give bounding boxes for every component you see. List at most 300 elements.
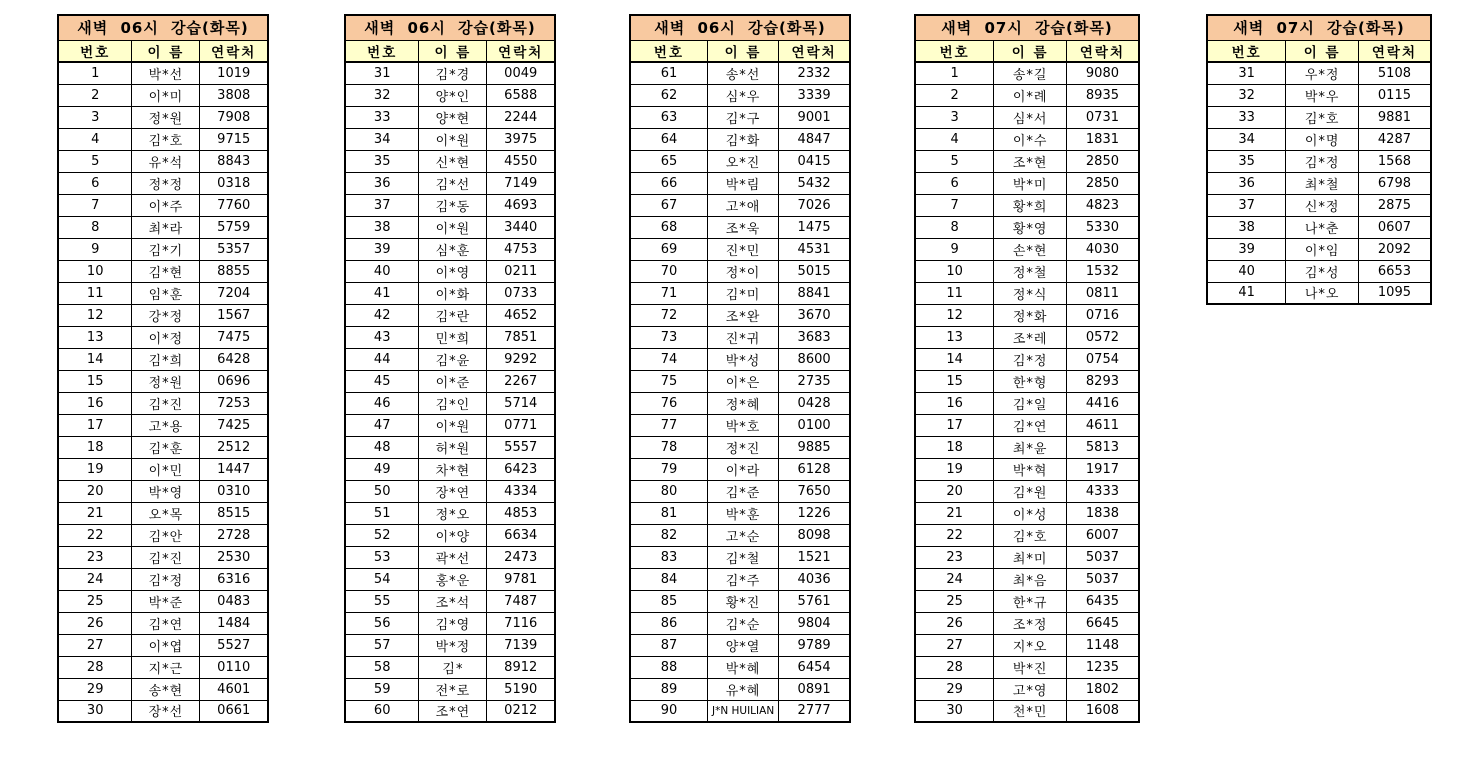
cell-contact: 1838 <box>1066 502 1139 524</box>
cell-contact: 3808 <box>200 84 268 106</box>
column-header-name: 이 름 <box>994 40 1067 62</box>
cell-name: 정*식 <box>994 282 1067 304</box>
table-row <box>345 348 555 370</box>
cell-no: 16 <box>915 392 994 414</box>
cell-name: 양*열 <box>707 634 778 656</box>
table-row <box>630 194 850 216</box>
cell-name: 나*오 <box>1286 282 1359 304</box>
column-header-no: 번호 <box>630 40 707 62</box>
cell-contact: 4531 <box>779 238 850 260</box>
cell-no: 14 <box>915 348 994 370</box>
cell-no: 62 <box>630 84 707 106</box>
cell-name: 박*혜 <box>707 656 778 678</box>
column-header-contact: 연락처 <box>1066 40 1139 62</box>
cell-no: 15 <box>915 370 994 392</box>
cell-no: 1 <box>58 62 132 84</box>
table-row <box>915 436 1139 458</box>
cell-name: 김*경 <box>419 62 487 84</box>
cell-no: 37 <box>1207 194 1286 216</box>
cell-contact: 4416 <box>1066 392 1139 414</box>
cell-contact: 7908 <box>200 106 268 128</box>
cell-name: 김*안 <box>132 524 200 546</box>
cell-name: 김*순 <box>707 612 778 634</box>
cell-name: 최*윤 <box>994 436 1067 458</box>
table-row <box>345 150 555 172</box>
cell-contact: 5761 <box>779 590 850 612</box>
cell-name: 송*현 <box>132 678 200 700</box>
table-row <box>58 458 268 480</box>
cell-name: 최*음 <box>994 568 1067 590</box>
cell-contact: 2735 <box>779 370 850 392</box>
table-row <box>915 502 1139 524</box>
table-row <box>345 282 555 304</box>
cell-contact: 0310 <box>200 480 268 502</box>
cell-contact: 1019 <box>200 62 268 84</box>
cell-no: 82 <box>630 524 707 546</box>
table-row <box>915 370 1139 392</box>
cell-name: 김*동 <box>419 194 487 216</box>
cell-no: 44 <box>345 348 419 370</box>
cell-name: J*N HUILIAN <box>707 700 778 722</box>
table-row <box>58 238 268 260</box>
table-row <box>1207 84 1431 106</box>
cell-contact: 5557 <box>487 436 555 458</box>
cell-name: 박*혁 <box>994 458 1067 480</box>
cell-name: 박*선 <box>132 62 200 84</box>
cell-no: 32 <box>1207 84 1286 106</box>
cell-no: 68 <box>630 216 707 238</box>
cell-contact: 1447 <box>200 458 268 480</box>
column-header-name: 이 름 <box>1286 40 1359 62</box>
cell-name: 김*기 <box>132 238 200 260</box>
table-row <box>58 634 268 656</box>
cell-name: 이*원 <box>419 128 487 150</box>
cell-contact: 4652 <box>487 304 555 326</box>
cell-contact: 4611 <box>1066 414 1139 436</box>
table-row <box>915 150 1139 172</box>
cell-name: 장*선 <box>132 700 200 722</box>
table-row <box>345 436 555 458</box>
table-row <box>1207 106 1431 128</box>
table-row <box>915 590 1139 612</box>
table-row <box>915 546 1139 568</box>
cell-contact: 1235 <box>1066 656 1139 678</box>
cell-contact: 5330 <box>1066 216 1139 238</box>
table-row <box>630 414 850 436</box>
cell-contact: 5015 <box>779 260 850 282</box>
cell-name: 장*연 <box>419 480 487 502</box>
table-row <box>915 128 1139 150</box>
table-row <box>630 480 850 502</box>
cell-no: 48 <box>345 436 419 458</box>
cell-contact: 4693 <box>487 194 555 216</box>
column-header-row <box>58 40 268 62</box>
cell-contact: 1831 <box>1066 128 1139 150</box>
cell-contact: 4853 <box>487 502 555 524</box>
cell-name: 차*현 <box>419 458 487 480</box>
table-title-row <box>915 15 1139 40</box>
cell-contact: 9885 <box>779 436 850 458</box>
table-row <box>630 678 850 700</box>
cell-no: 61 <box>630 62 707 84</box>
cell-name: 정*정 <box>132 172 200 194</box>
cell-contact: 3440 <box>487 216 555 238</box>
cell-name: 김*윤 <box>419 348 487 370</box>
cell-no: 9 <box>58 238 132 260</box>
cell-contact: 6435 <box>1066 590 1139 612</box>
table-row <box>58 216 268 238</box>
cell-contact: 6588 <box>487 84 555 106</box>
table-row <box>630 590 850 612</box>
table-row <box>58 480 268 502</box>
cell-name: 이*수 <box>994 128 1067 150</box>
cell-contact: 4550 <box>487 150 555 172</box>
cell-contact: 5759 <box>200 216 268 238</box>
cell-contact: 9715 <box>200 128 268 150</box>
cell-contact: 8843 <box>200 150 268 172</box>
cell-name: 박*영 <box>132 480 200 502</box>
cell-name: 이*미 <box>132 84 200 106</box>
table-row <box>915 348 1139 370</box>
cell-contact: 1226 <box>779 502 850 524</box>
cell-no: 73 <box>630 326 707 348</box>
cell-no: 37 <box>345 194 419 216</box>
cell-no: 28 <box>915 656 994 678</box>
cell-contact: 7760 <box>200 194 268 216</box>
cell-name: 조*욱 <box>707 216 778 238</box>
table-row <box>58 150 268 172</box>
cell-contact: 3339 <box>779 84 850 106</box>
cell-contact: 2512 <box>200 436 268 458</box>
cell-name: 오*진 <box>707 150 778 172</box>
cell-name: 조*연 <box>419 700 487 722</box>
cell-contact: 0661 <box>200 700 268 722</box>
cell-no: 38 <box>345 216 419 238</box>
cell-name: 진*민 <box>707 238 778 260</box>
column-header-no: 번호 <box>1207 40 1286 62</box>
cell-contact: 1802 <box>1066 678 1139 700</box>
table-row <box>630 348 850 370</box>
cell-name: 박*미 <box>994 172 1067 194</box>
table-row <box>915 612 1139 634</box>
cell-no: 36 <box>1207 172 1286 194</box>
cell-name: 김* <box>419 656 487 678</box>
cell-name: 이*라 <box>707 458 778 480</box>
cell-no: 6 <box>915 172 994 194</box>
cell-name: 이*준 <box>419 370 487 392</box>
cell-name: 이*정 <box>132 326 200 348</box>
cell-name: 김*호 <box>1286 106 1359 128</box>
table-row <box>58 590 268 612</box>
cell-contact: 1484 <box>200 612 268 634</box>
table-row <box>915 524 1139 546</box>
cell-name: 김*훈 <box>132 436 200 458</box>
cell-contact: 8600 <box>779 348 850 370</box>
cell-no: 64 <box>630 128 707 150</box>
table-row <box>915 282 1139 304</box>
table-row <box>630 128 850 150</box>
cell-contact: 3670 <box>779 304 850 326</box>
cell-no: 10 <box>915 260 994 282</box>
cell-no: 71 <box>630 282 707 304</box>
cell-contact: 5108 <box>1358 62 1431 84</box>
table-row <box>630 458 850 480</box>
table-row <box>915 414 1139 436</box>
cell-no: 43 <box>345 326 419 348</box>
cell-no: 11 <box>58 282 132 304</box>
cell-contact: 6128 <box>779 458 850 480</box>
cell-contact: 5813 <box>1066 436 1139 458</box>
table-row <box>58 546 268 568</box>
table-row <box>915 216 1139 238</box>
cell-name: 김*인 <box>419 392 487 414</box>
cell-contact: 7487 <box>487 590 555 612</box>
table-row <box>630 392 850 414</box>
cell-name: 곽*선 <box>419 546 487 568</box>
cell-no: 36 <box>345 172 419 194</box>
cell-contact: 7475 <box>200 326 268 348</box>
column-header-contact: 연락처 <box>200 40 268 62</box>
cell-name: 고*애 <box>707 194 778 216</box>
cell-no: 24 <box>58 568 132 590</box>
cell-no: 6 <box>58 172 132 194</box>
table-row <box>58 568 268 590</box>
cell-name: 김*정 <box>132 568 200 590</box>
cell-contact: 3975 <box>487 128 555 150</box>
table-row <box>58 656 268 678</box>
cell-no: 84 <box>630 568 707 590</box>
cell-no: 12 <box>58 304 132 326</box>
cell-name: 손*현 <box>994 238 1067 260</box>
cell-no: 66 <box>630 172 707 194</box>
cell-name: 김*선 <box>419 172 487 194</box>
column-header-row <box>915 40 1139 62</box>
cell-no: 16 <box>58 392 132 414</box>
cell-contact: 6316 <box>200 568 268 590</box>
cell-no: 35 <box>1207 150 1286 172</box>
cell-contact: 1568 <box>1358 150 1431 172</box>
cell-name: 이*양 <box>419 524 487 546</box>
cell-name: 고*순 <box>707 524 778 546</box>
cell-contact: 8855 <box>200 260 268 282</box>
cell-no: 26 <box>915 612 994 634</box>
cell-contact: 2530 <box>200 546 268 568</box>
table-row <box>915 392 1139 414</box>
cell-no: 47 <box>345 414 419 436</box>
table-row <box>630 106 850 128</box>
cell-contact: 7851 <box>487 326 555 348</box>
cell-name: 나*춘 <box>1286 216 1359 238</box>
table-row <box>58 172 268 194</box>
cell-name: 황*진 <box>707 590 778 612</box>
table-title-row <box>1207 15 1431 40</box>
cell-no: 5 <box>58 150 132 172</box>
cell-name: 조*정 <box>994 612 1067 634</box>
cell-name: 김*호 <box>994 524 1067 546</box>
cell-name: 황*영 <box>994 216 1067 238</box>
cell-name: 한*형 <box>994 370 1067 392</box>
cell-no: 46 <box>345 392 419 414</box>
cell-contact: 9789 <box>779 634 850 656</box>
table-row <box>630 546 850 568</box>
cell-no: 21 <box>915 502 994 524</box>
cell-name: 심*훈 <box>419 238 487 260</box>
cell-name: 정*혜 <box>707 392 778 414</box>
cell-name: 민*희 <box>419 326 487 348</box>
cell-name: 이*민 <box>132 458 200 480</box>
cell-no: 10 <box>58 260 132 282</box>
cell-contact: 6653 <box>1358 260 1431 282</box>
cell-contact: 4823 <box>1066 194 1139 216</box>
cell-contact: 2777 <box>779 700 850 722</box>
cell-no: 22 <box>58 524 132 546</box>
cell-no: 33 <box>1207 106 1286 128</box>
table-row <box>915 678 1139 700</box>
table-row <box>345 414 555 436</box>
table-row <box>345 216 555 238</box>
table-row <box>345 480 555 502</box>
cell-no: 40 <box>1207 260 1286 282</box>
cell-name: 김*연 <box>132 612 200 634</box>
cell-contact: 8515 <box>200 502 268 524</box>
cell-no: 2 <box>58 84 132 106</box>
cell-contact: 2850 <box>1066 150 1139 172</box>
cell-name: 이*성 <box>994 502 1067 524</box>
table-row <box>915 172 1139 194</box>
cell-contact: 6634 <box>487 524 555 546</box>
column-header-no: 번호 <box>345 40 419 62</box>
cell-no: 13 <box>915 326 994 348</box>
cell-no: 39 <box>1207 238 1286 260</box>
cell-contact: 7253 <box>200 392 268 414</box>
table-title: 새벽 07시 강습(화목) <box>1207 15 1431 40</box>
table-row <box>915 700 1139 722</box>
cell-name: 양*현 <box>419 106 487 128</box>
cell-name: 김*화 <box>707 128 778 150</box>
cell-name: 김*란 <box>419 304 487 326</box>
table-row <box>58 700 268 722</box>
cell-contact: 0415 <box>779 150 850 172</box>
cell-no: 34 <box>345 128 419 150</box>
cell-no: 57 <box>345 634 419 656</box>
table-row <box>345 568 555 590</box>
cell-no: 85 <box>630 590 707 612</box>
cell-no: 25 <box>58 590 132 612</box>
table-row <box>630 370 850 392</box>
table-row <box>345 106 555 128</box>
cell-no: 19 <box>915 458 994 480</box>
lesson-table <box>629 14 851 723</box>
cell-contact: 8935 <box>1066 84 1139 106</box>
table-row <box>915 326 1139 348</box>
table-row <box>1207 216 1431 238</box>
table-row <box>345 326 555 348</box>
column-header-name: 이 름 <box>132 40 200 62</box>
cell-no: 56 <box>345 612 419 634</box>
cell-name: 김*진 <box>132 546 200 568</box>
cell-no: 29 <box>58 678 132 700</box>
cell-no: 1 <box>915 62 994 84</box>
cell-no: 72 <box>630 304 707 326</box>
cell-name: 김*현 <box>132 260 200 282</box>
table-row <box>1207 62 1431 84</box>
cell-contact: 4333 <box>1066 480 1139 502</box>
cell-contact: 9881 <box>1358 106 1431 128</box>
table-row <box>345 524 555 546</box>
cell-contact: 0211 <box>487 260 555 282</box>
table-row <box>58 524 268 546</box>
cell-contact: 2875 <box>1358 194 1431 216</box>
cell-name: 정*철 <box>994 260 1067 282</box>
cell-name: 최*라 <box>132 216 200 238</box>
cell-name: 박*호 <box>707 414 778 436</box>
cell-name: 심*우 <box>707 84 778 106</box>
table-row <box>345 128 555 150</box>
table-row <box>345 634 555 656</box>
cell-no: 76 <box>630 392 707 414</box>
table-row <box>58 612 268 634</box>
column-header-contact: 연락처 <box>1358 40 1431 62</box>
table-row <box>1207 150 1431 172</box>
cell-contact: 0716 <box>1066 304 1139 326</box>
table-row <box>58 194 268 216</box>
table-row <box>1207 238 1431 260</box>
cell-no: 35 <box>345 150 419 172</box>
cell-no: 89 <box>630 678 707 700</box>
table-row <box>345 656 555 678</box>
table-row <box>915 304 1139 326</box>
cell-contact: 9781 <box>487 568 555 590</box>
cell-name: 박*정 <box>419 634 487 656</box>
cell-no: 30 <box>58 700 132 722</box>
cell-contact: 6423 <box>487 458 555 480</box>
table-row <box>345 84 555 106</box>
cell-no: 41 <box>1207 282 1286 304</box>
cell-contact: 8098 <box>779 524 850 546</box>
cell-name: 신*정 <box>1286 194 1359 216</box>
cell-no: 25 <box>915 590 994 612</box>
cell-name: 이*주 <box>132 194 200 216</box>
table-row <box>1207 194 1431 216</box>
table-row <box>345 260 555 282</box>
cell-contact: 5714 <box>487 392 555 414</box>
table-row <box>345 370 555 392</box>
table-row <box>345 304 555 326</box>
table-row <box>630 150 850 172</box>
cell-contact: 5037 <box>1066 568 1139 590</box>
table-row <box>58 62 268 84</box>
column-header-contact: 연락처 <box>487 40 555 62</box>
table-row <box>630 260 850 282</box>
cell-no: 30 <box>915 700 994 722</box>
cell-no: 59 <box>345 678 419 700</box>
cell-no: 69 <box>630 238 707 260</box>
cell-contact: 1917 <box>1066 458 1139 480</box>
cell-contact: 5357 <box>200 238 268 260</box>
cell-no: 4 <box>58 128 132 150</box>
cell-name: 최*철 <box>1286 172 1359 194</box>
cell-contact: 1148 <box>1066 634 1139 656</box>
cell-name: 양*인 <box>419 84 487 106</box>
cell-no: 32 <box>345 84 419 106</box>
cell-name: 이*화 <box>419 282 487 304</box>
table-row <box>345 62 555 84</box>
cell-contact: 4030 <box>1066 238 1139 260</box>
cell-contact: 7116 <box>487 612 555 634</box>
cell-no: 3 <box>915 106 994 128</box>
cell-contact: 1608 <box>1066 700 1139 722</box>
cell-name: 조*완 <box>707 304 778 326</box>
